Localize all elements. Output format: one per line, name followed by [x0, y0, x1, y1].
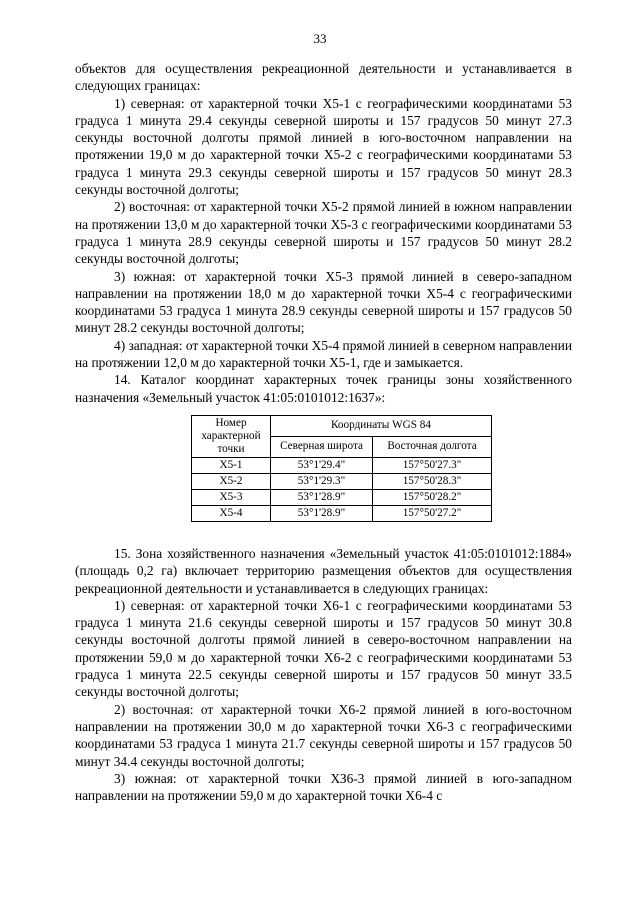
- section-spacer: [75, 522, 572, 545]
- document-body: [75, 60, 572, 804]
- cell-point: Х5-1: [192, 457, 271, 473]
- cell-point: Х5-2: [192, 473, 271, 489]
- catalog-heading: 14. Каталог координат характерных точек границы зоны хозяйственного назначения «Земельный участок 41:05:0101012:1637»:: [75, 372, 572, 405]
- zone15-border-east: 2) восточная: от характерной точки Х6-2 прямой линией в юго-восточном направлении на протяжении 30,0 м до характерной точки Х6-3 с географическими координатами 53 градуса 1 минута 21.7 секунды северной широты и 157 градусов 50 минут 34.4 секунды восточной долготы;: [75, 701, 572, 769]
- cell-latitude: 53°1'29.4": [271, 457, 373, 473]
- cell-latitude: 53°1'28.9": [271, 489, 373, 505]
- cell-point: Х5-4: [192, 505, 271, 521]
- table-header-row: [192, 415, 492, 436]
- zone14-border-north: 1) северная: от характерной точки Х5-1 с географическими координатами 53 градуса 1 минута 29.4 секунды северной широты и 157 градусов 50 минут 27.3 секунды восточной долготы прямой линией в юго-восточном направлении на протяжении 19,0 м до характерной точки Х5-2 с географическими координатами 53 градуса 1 минута 29.3 секунды северной широты и 157 градусов 50 минут 28.3 секунды восточной долготы;: [75, 95, 572, 198]
- zone15-border-south: 3) южная: от характерной точки ХЗ6-3 прямой линией в юго-западном направлении на протяжении 59,0 м до характерной точки Х6-4 с: [75, 770, 572, 804]
- header-coordinates: Координаты WGS 84: [271, 415, 492, 436]
- table-row: [192, 473, 492, 489]
- page-number: 33: [313, 31, 327, 46]
- cell-point: Х5-3: [192, 489, 271, 505]
- coordinates-table: [191, 415, 492, 522]
- intro-paragraph: объектов для осуществления рекреационной деятельности и устанавливается в следующих границах:: [75, 61, 572, 94]
- zone15-border-north: 1) северная: от характерной точки Х6-1 с географическими координатами 53 градуса 1 минута 21.6 секунды северной широты и 157 градусов 50 минут 30.8 секунды восточной долготы прямой линией в северо-восточном направлении на протяжении 59,0 м до характерной точки Х6-2 с географическими координатами 53 градуса 1 минута 22.5 секунды северной широты и 157 градусов 50 минут 33.5 секунды восточной долготы;: [75, 597, 572, 700]
- table-row: [192, 505, 492, 521]
- zone15-paragraph: 15. Зона хозяйственного назначения «Земельный участок 41:05:0101012:1884» (площадь 0,2 га) включает территорию размещения объектов для осуществления рекреационной деятельности и устанавливается в следующих границах:: [75, 545, 572, 596]
- cell-latitude: 53°1'29.3": [271, 473, 373, 489]
- cell-longitude: 157°50'27.3": [373, 457, 492, 473]
- zone14-border-south: 3) южная: от характерной точки Х5-3 прямой линией в северо-западном направлении на протяжении 18,0 м до характерной точки Х5-4 с географическими координатами 53 градуса 1 минута 28.9 секунды северной широты и 157 градусов 50 минут 28.2 секунды восточной долготы;: [75, 268, 572, 336]
- zone14-border-west: 4) западная: от характерной точки Х5-4 прямой линией в северном направлении на протяжении 12,0 м до характерной точки Х5-1, где и замыкается.: [75, 337, 572, 371]
- cell-longitude: 157°50'28.2": [373, 489, 492, 505]
- header-point-number: Номер характерной точки: [192, 415, 271, 457]
- cell-latitude: 53°1'28.9": [271, 505, 373, 521]
- table-row: [192, 489, 492, 505]
- zone14-border-east: 2) восточная: от характерной точки Х5-2 прямой линией в южном направлении на протяжении 13,0 м до характерной точки Х5-3 с географическими координатами 53 градуса 1 минута 28.9 секунды северной широты и 157 градусов 50 минут 28.2 секунды восточной долготы;: [75, 199, 572, 267]
- table-row: [192, 457, 492, 473]
- cell-longitude: 157°50'27.2": [373, 505, 492, 521]
- cell-longitude: 157°50'28.3": [373, 473, 492, 489]
- header-longitude: Восточная долгота: [373, 436, 492, 457]
- header-latitude: Северная широта: [271, 436, 373, 457]
